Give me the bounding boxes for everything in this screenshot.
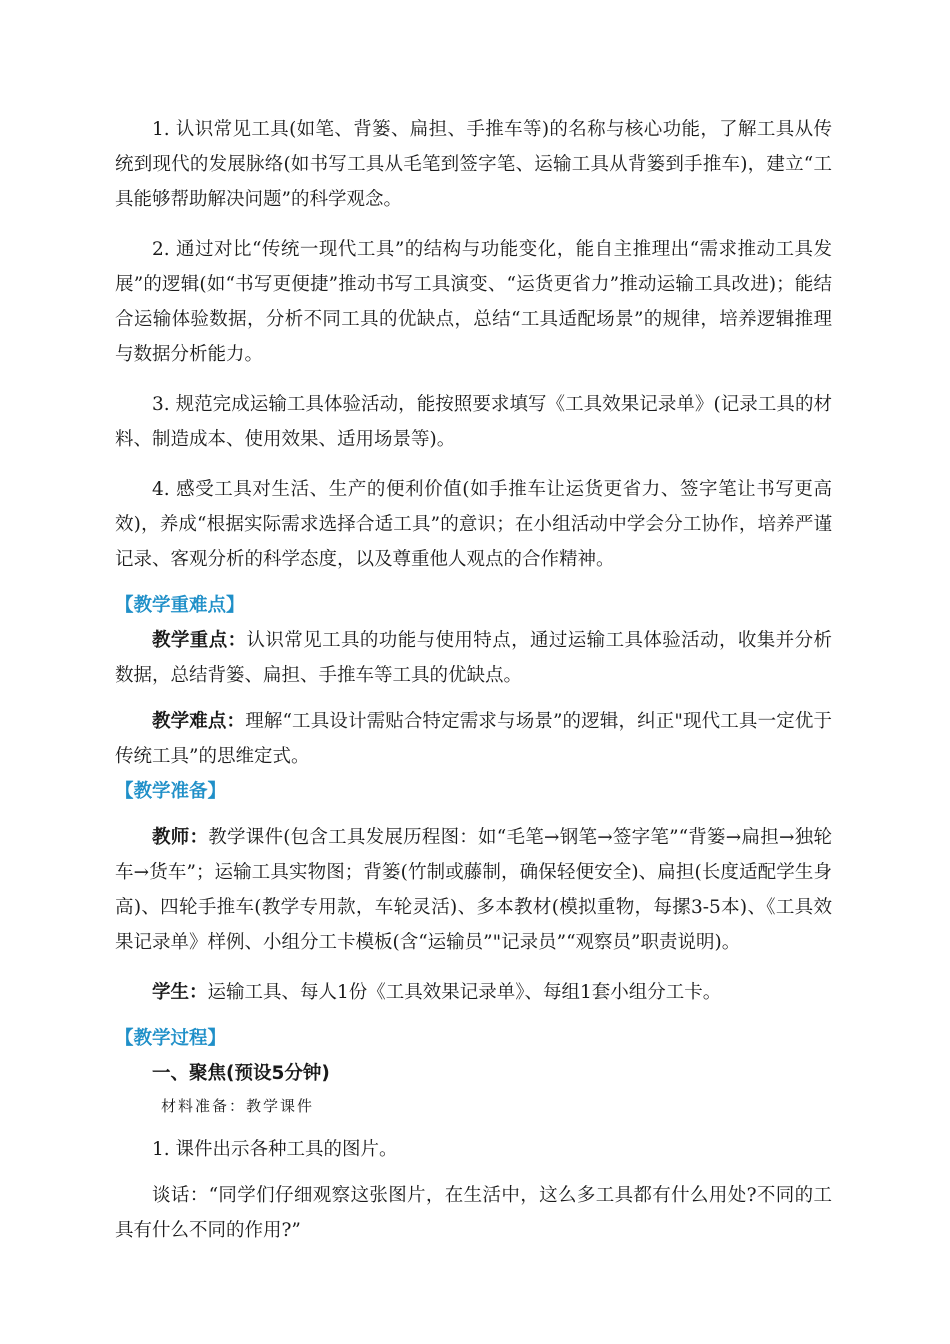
- key-difficulty-text: 理解“工具设计需贴合特定需求与场景”的逻辑，纠正"现代工具一定优于传统工具”的思维定式。: [115, 711, 832, 767]
- section-heading-process: 【教学过程】: [115, 1028, 227, 1049]
- key-difficulty-paragraph: [115, 704, 832, 774]
- student-preparation-text: 运输工具、每人1份《工具效果记录单》、每组1套小组分工卡。: [207, 982, 722, 1003]
- objective-3: 3. 规范完成运输工具体验活动，能按照要求填写《工具效果记录单》(记录工具的材料、制造成本、使用效果、适用场景等)。: [115, 394, 832, 450]
- objective-2: 2. 通过对比“传统一现代工具”的结构与功能变化，能自主推理出“需求推动工具发展”的逻辑(如“书写更便捷”推动书写工具演变、“运货更省力”推动运输工具改进)；能结合运输体验数据，分析不同工具的优缺点，总结“工具适配场景”的规律，培养逻辑推理与数据分析能力。: [115, 239, 832, 365]
- key-focus-text: 认识常见工具的功能与使用特点，通过运输工具体验活动，收集并分析数据，总结背篓、扁担、手推车等工具的优缺点。: [115, 630, 832, 686]
- objective-1: 1. 认识常见工具(如笔、背篓、扁担、手推车等)的名称与核心功能，了解工具从传统到现代的发展脉络(如书写工具从毛笔到签字笔、运输工具从背篓到手推车)，建立“工具能够帮助解决问题”的科学观念。: [115, 119, 832, 210]
- student-label: 学生：: [152, 982, 208, 1003]
- section-heading-key-points: 【教学重难点】: [115, 595, 245, 616]
- page-content: [115, 112, 832, 1248]
- objective-4: 4. 感受工具对生活、生产的便利价值(如手推车让运货更省力、签字笔让书写更高效)，养成“根据实际需求选择合适工具”的意识；在小组活动中学会分工协作，培养严谨记录、客观分析的科学态度，以及尊重他人观点的合作精神。: [115, 479, 832, 570]
- part1-title: 一、聚焦(预设5分钟): [152, 1063, 330, 1084]
- teacher-preparation-paragraph: [115, 820, 832, 960]
- talk-paragraph: 谈话：“同学们仔细观察这张图片，在生活中，这么多工具都有什么用处?不同的工具有什么不同的作用?”: [115, 1185, 832, 1241]
- materials-line: 材料准备：教学课件: [161, 1097, 315, 1115]
- key-focus-paragraph: [115, 623, 832, 693]
- teacher-preparation-text: 教学课件(包含工具发展历程图：如“毛笔→钢笔→签字笔”“背篓→扁担→独轮车→货车”；运输工具实物图；背篓(竹制或藤制，确保轻便安全)、扁担(长度适配学生身高)、四轮手推车(教学专用款，车轮灵活)、多本教材(模拟重物，每摞3-5本)、《工具效果记录单》样例、小组分工卡模板(含“运输员”"记录员”“观察员”职责说明)。: [115, 827, 832, 953]
- key-difficulty-label: 教学难点：: [152, 711, 246, 732]
- section-heading-preparation: 【教学准备】: [115, 781, 227, 802]
- key-focus-label: 教学重点：: [152, 630, 247, 651]
- step-1: 1. 课件出示各种工具的图片。: [152, 1139, 398, 1160]
- teacher-label: 教师：: [152, 827, 209, 848]
- student-preparation-paragraph: [115, 975, 832, 1010]
